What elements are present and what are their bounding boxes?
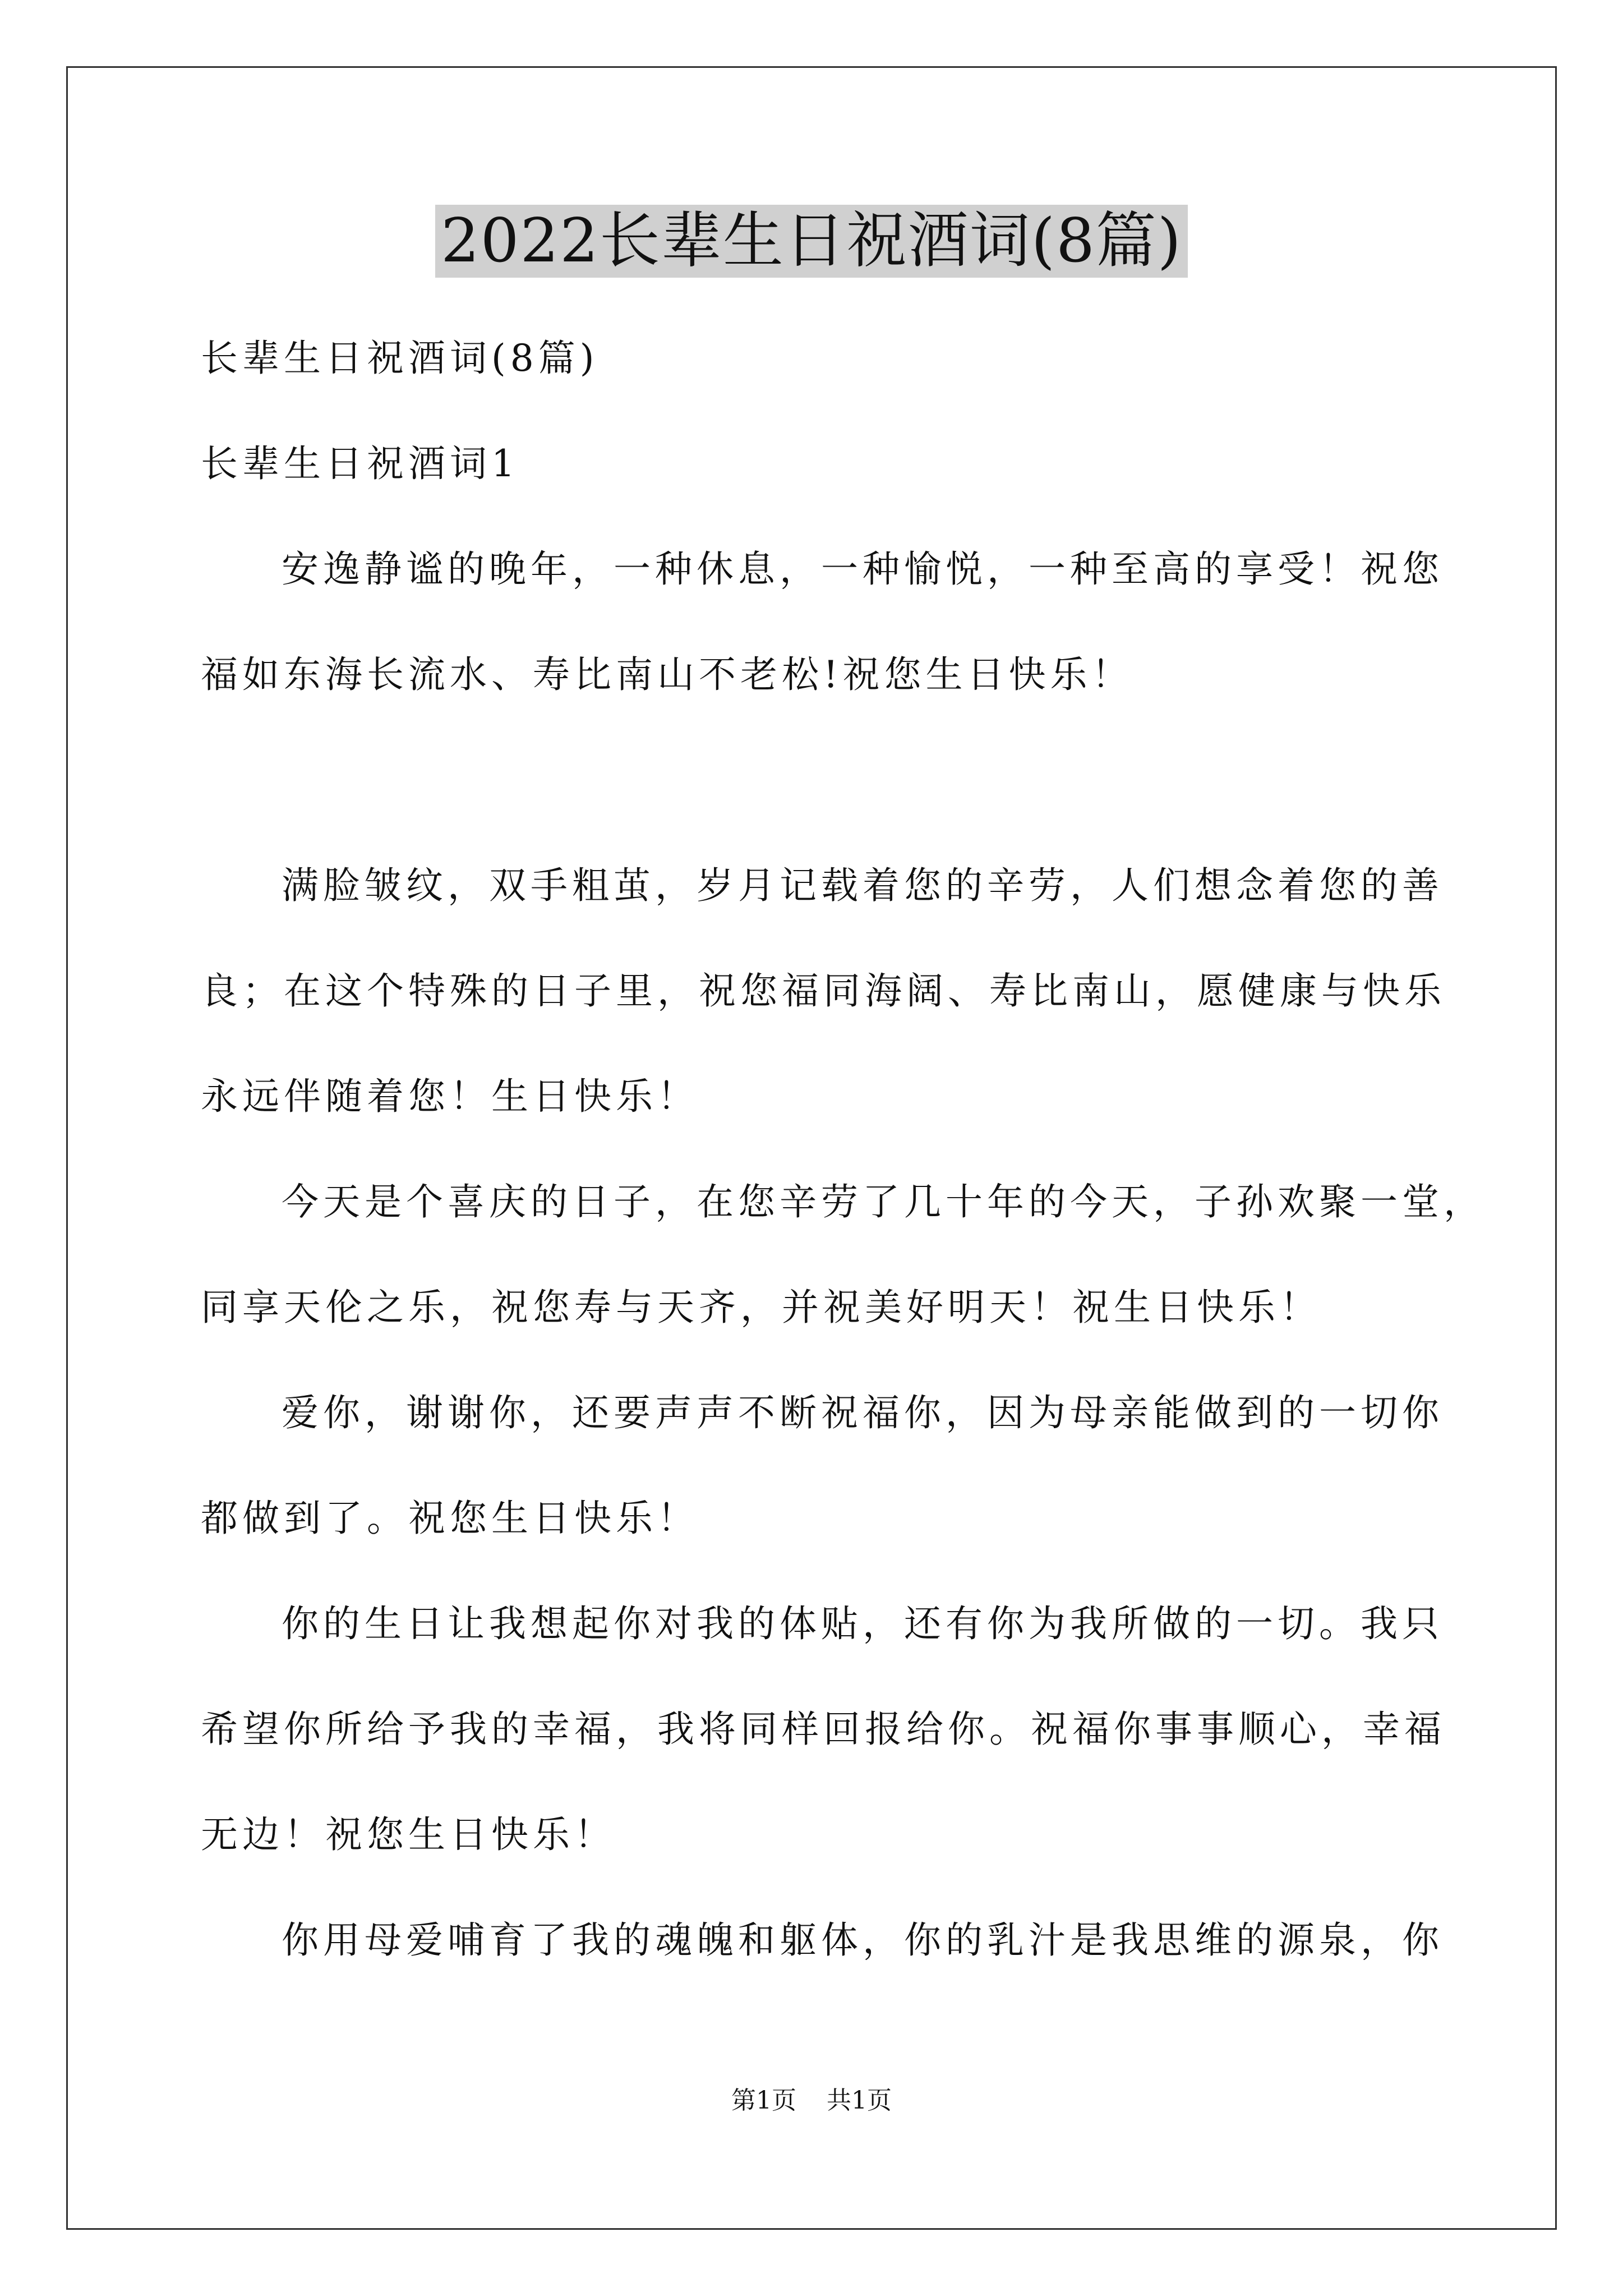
- paragraph-line: 满脸皱纹，双手粗茧，岁月记载着您的辛劳，人们想念着您的善: [282, 864, 1444, 907]
- paragraph-line: 无边！祝您生日快乐！: [201, 1813, 616, 1856]
- paragraph-line: 都做到了。祝您生日快乐！: [201, 1497, 699, 1540]
- paragraph-line: 你的生日让我想起你对我的体贴，还有你为我所做的一切。我只: [282, 1602, 1444, 1645]
- subtitle: 长辈生日祝酒词(8篇): [201, 337, 599, 380]
- paragraph-line: 永远伴随着您！生日快乐！: [201, 1075, 699, 1118]
- paragraph-2: [201, 833, 1463, 1149]
- paragraph-line: 良；在这个特殊的日子里，祝您福同海阔、寿比南山，愿健康与快乐: [201, 969, 1446, 1013]
- document-body: [201, 306, 1485, 1993]
- blank-line: [201, 728, 1463, 833]
- paragraph-1: [201, 517, 1463, 728]
- paragraph-line: 你用母爱哺育了我的魂魄和躯体，你的乳汁是我思维的源泉，你: [282, 1918, 1444, 1962]
- title-container: [0, 205, 1623, 278]
- paragraph-line: 今天是个喜庆的日子，在您辛劳了几十年的今天，子孙欢聚一堂，: [282, 1180, 1485, 1223]
- document-title: 2022长辈生日祝酒词(8篇): [435, 205, 1188, 278]
- paragraph-5: [201, 1571, 1463, 1888]
- page-total: 共1页: [827, 2086, 892, 2115]
- paragraph-line: 爱你，谢谢你，还要声声不断祝福你，因为母亲能做到的一切你: [282, 1391, 1444, 1434]
- page-footer: [0, 2084, 1623, 2118]
- paragraph-line: 安逸静谧的晚年，一种休息，一种愉悦，一种至高的享受！祝您: [282, 547, 1444, 591]
- page-number: 第1页: [731, 2086, 796, 2115]
- paragraph-6: [201, 1888, 1463, 1993]
- paragraph-4: [201, 1360, 1463, 1571]
- paragraph-line: 希望你所给予我的幸福，我将同样回报给你。祝福你事事顺心，幸福: [201, 1708, 1446, 1751]
- section-heading: 长辈生日祝酒词1: [201, 442, 519, 485]
- paragraph-line: 福如东海长流水、寿比南山不老松!祝您生日快乐！: [201, 653, 1133, 696]
- paragraph-3: [201, 1149, 1485, 1360]
- paragraph-line: 同享天伦之乐，祝您寿与天齐，并祝美好明天！祝生日快乐！: [201, 1286, 1321, 1329]
